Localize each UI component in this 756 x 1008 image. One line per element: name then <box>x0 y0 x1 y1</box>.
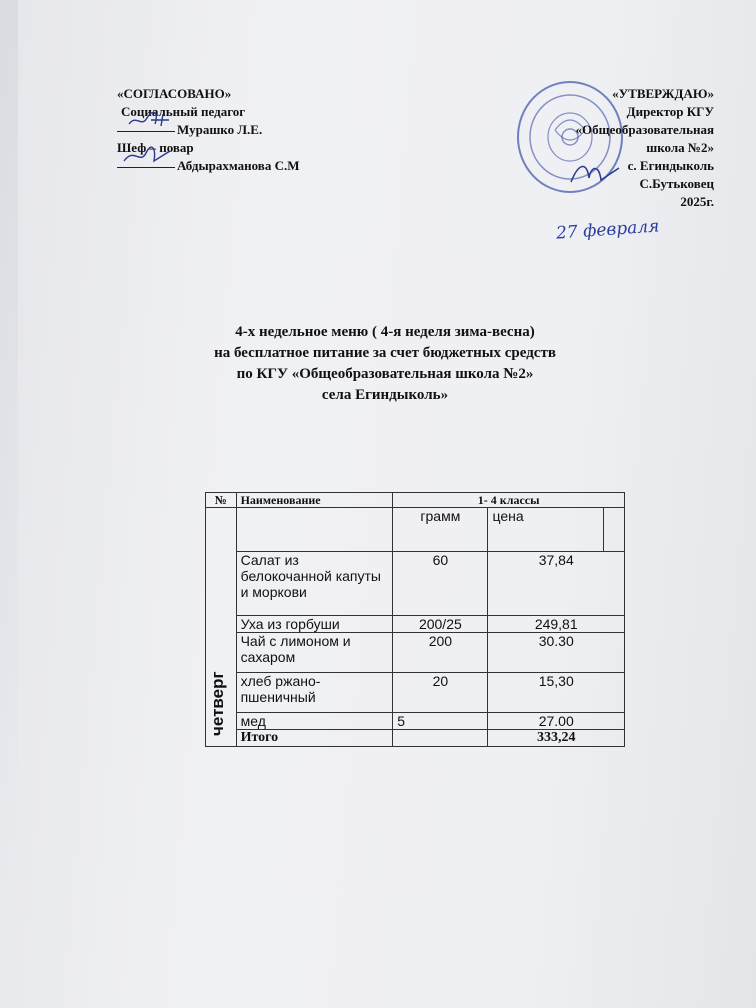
day-cell <box>206 508 237 747</box>
table-subheader-row <box>206 508 625 552</box>
title-line: села Егиндыколь» <box>321 387 449 403</box>
dish-gram: 200 <box>393 633 488 673</box>
handwritten-signature <box>120 145 180 167</box>
social-pedagogue-name: Мурашко Л.Е. <box>177 122 263 137</box>
dish-name: Уха из горбуши <box>236 616 393 633</box>
handwritten-date: 27 февраля <box>555 216 660 244</box>
title-line: 4-х недельное меню ( 4-я неделя зима-весна) <box>235 324 535 340</box>
dish-price: 30.30 <box>488 633 625 673</box>
table-row <box>206 633 625 673</box>
agreed-heading: «СОГЛАСОВАНО» <box>117 86 232 101</box>
col-name-header: Наименование <box>236 493 393 508</box>
approval-right <box>494 85 714 211</box>
menu-table <box>205 492 625 747</box>
chef-title: Шеф – повар <box>117 140 194 155</box>
village-name: с. Егиндыколь <box>627 158 714 173</box>
handwritten-signature <box>565 158 625 188</box>
day-label: четверг <box>208 671 227 736</box>
gram-subheader: грамм <box>393 508 488 552</box>
approval-year: 2025г. <box>680 194 714 209</box>
dish-price: 27.00 <box>488 713 625 730</box>
empty-cell <box>604 508 625 552</box>
school-name-line1: «Общеобразовательная <box>575 122 714 137</box>
dish-gram: 20 <box>393 673 488 713</box>
dish-name: Чай с лимоном и сахаром <box>236 633 393 673</box>
total-row <box>206 730 625 747</box>
dish-price: 15,30 <box>488 673 625 713</box>
table-row <box>206 673 625 713</box>
empty-cell <box>393 730 488 747</box>
total-value: 333,24 <box>488 730 625 747</box>
dish-price: 37,84 <box>488 552 625 616</box>
director-name: С.Бутьковец <box>639 176 714 191</box>
dish-gram: 60 <box>393 552 488 616</box>
approve-heading: «УТВЕРЖДАЮ» <box>612 86 714 101</box>
dish-gram: 200/25 <box>393 616 488 633</box>
title-line: на бесплатное питание за счет бюджетных средств <box>214 345 556 361</box>
dish-name: Салат из белокочанной капуты и моркови <box>236 552 393 616</box>
signature-line <box>117 167 175 168</box>
empty-cell <box>236 508 393 552</box>
table-row <box>206 616 625 633</box>
title-line: по КГУ «Общеобразовательная школа №2» <box>236 366 534 382</box>
col-num-header: № <box>206 493 237 508</box>
dish-name: хлеб ржано-пшеничный <box>236 673 393 713</box>
handwritten-signature <box>125 110 185 130</box>
table-row <box>206 552 625 616</box>
dish-name: мед <box>236 713 393 730</box>
dish-price: 249,81 <box>488 616 625 633</box>
director-title: Директор КГУ <box>626 104 714 119</box>
school-name-line2: школа №2» <box>646 140 714 155</box>
total-label: Итого <box>236 730 393 747</box>
menu-title <box>150 322 620 406</box>
price-subheader: цена <box>488 508 604 552</box>
chef-name: Абдырахманова С.М <box>177 158 300 173</box>
table-row <box>206 713 625 730</box>
social-pedagogue-title: Социальный педагог <box>121 104 246 119</box>
signature-line <box>117 131 175 132</box>
dish-gram: 5 <box>393 713 488 730</box>
col-classes-header: 1- 4 классы <box>393 493 625 508</box>
table-header-row <box>206 493 625 508</box>
